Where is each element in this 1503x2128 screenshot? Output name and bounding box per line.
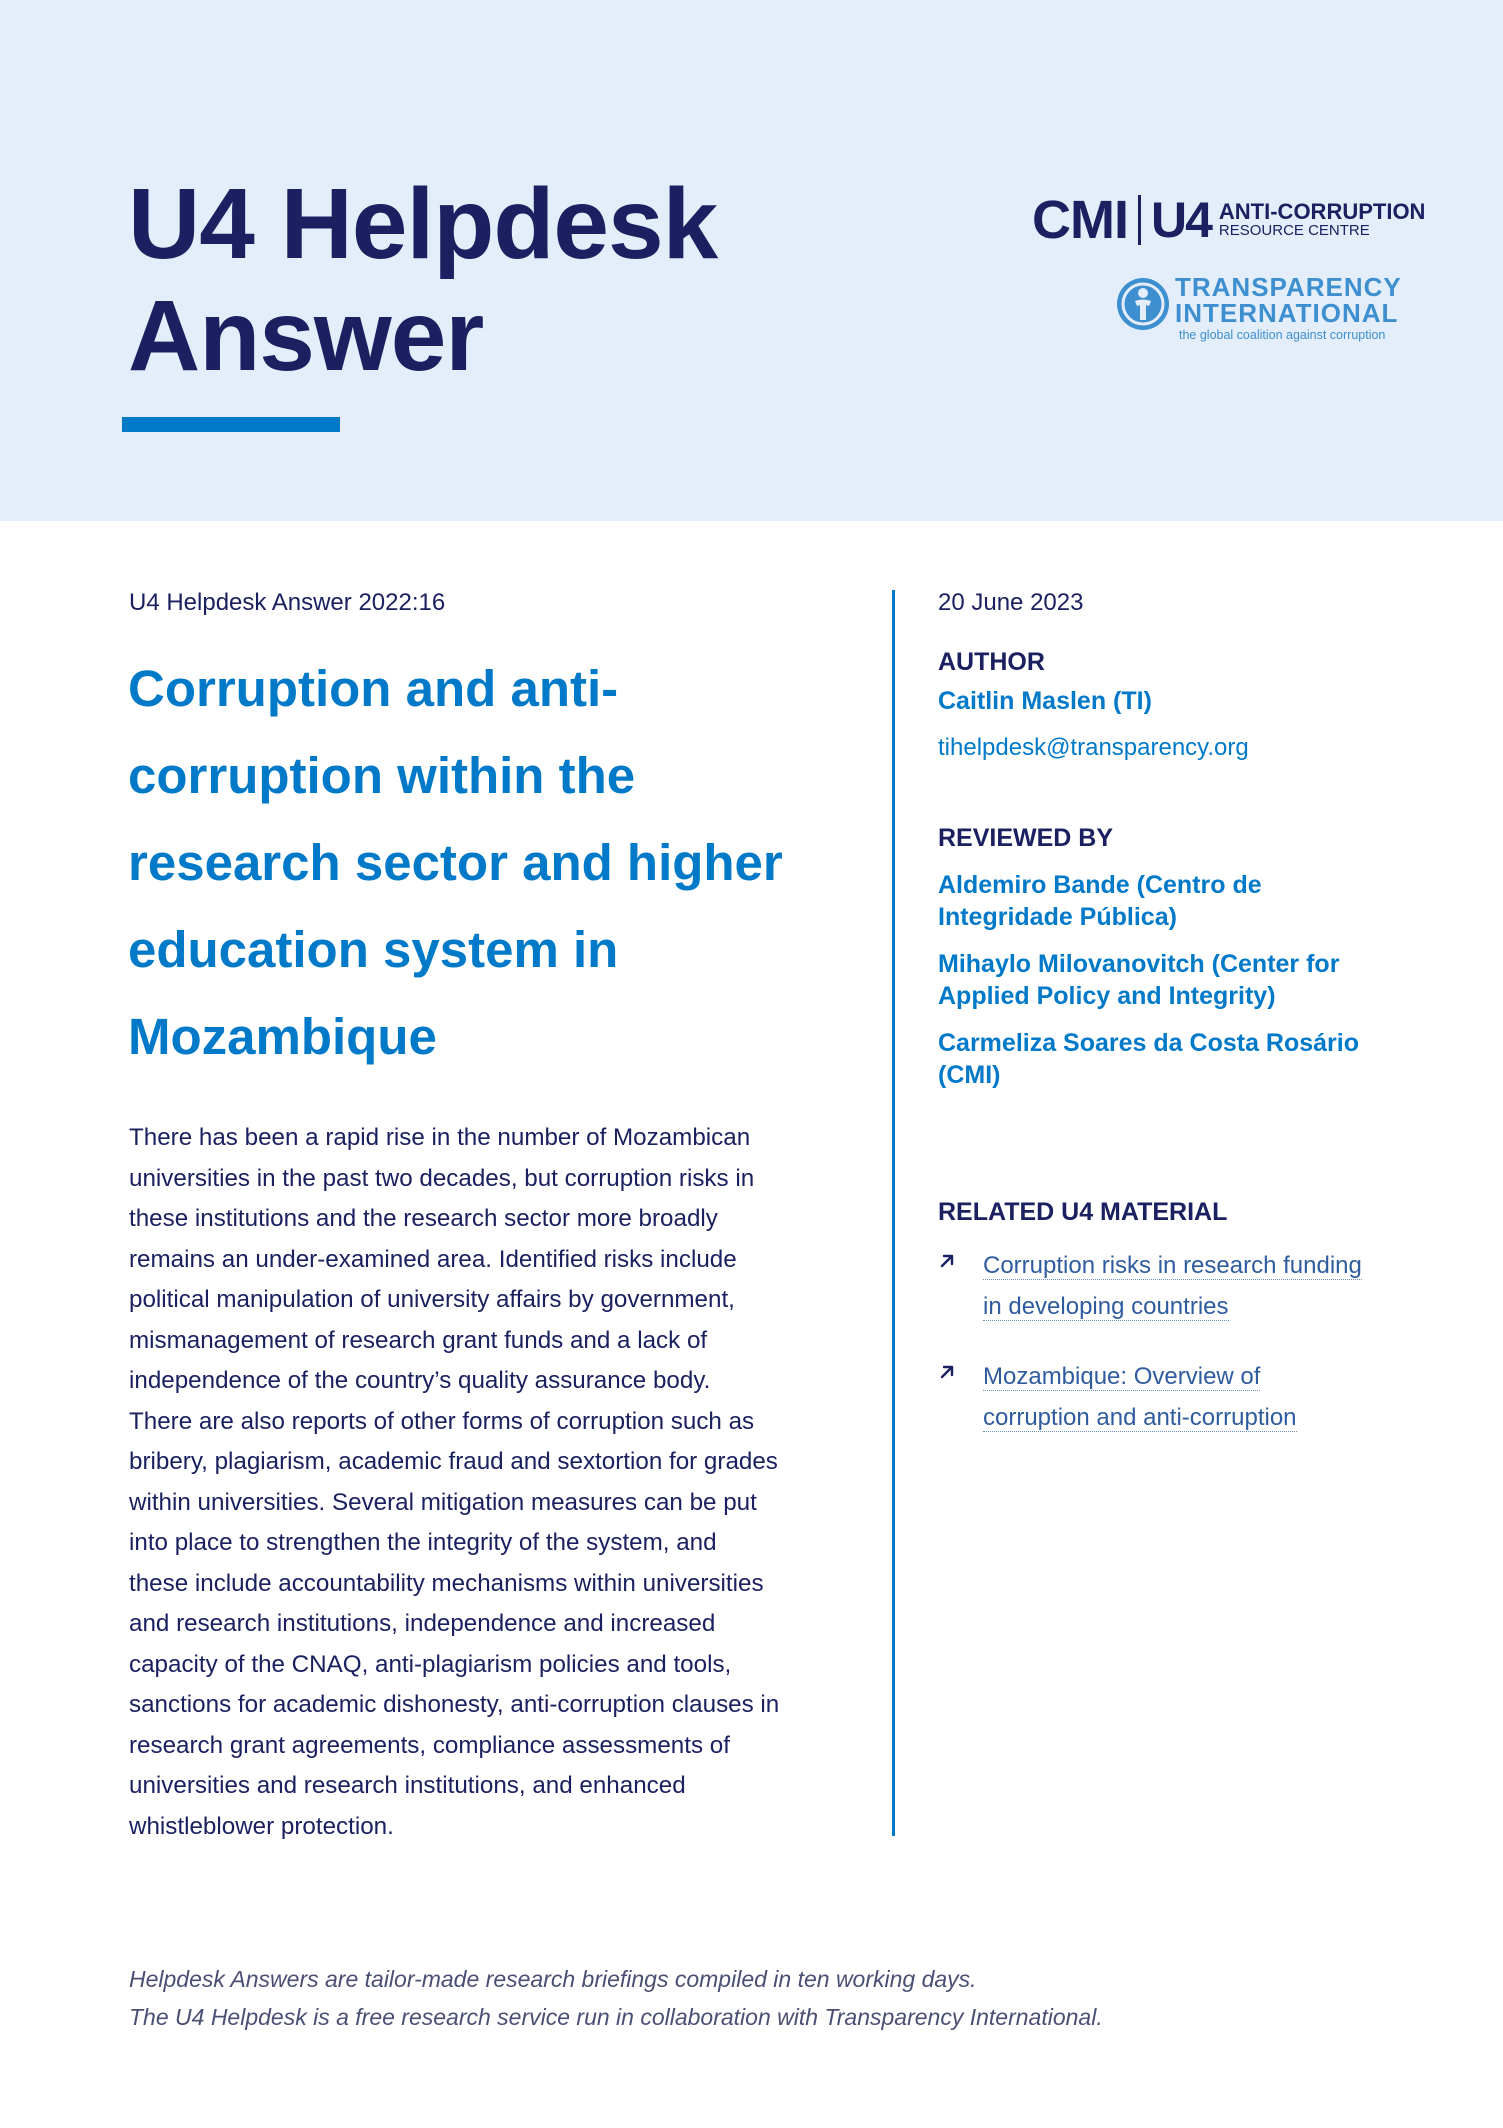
abstract-line: universities in the past two decades, but corruption risks in bbox=[129, 1164, 755, 1192]
author-heading: AUTHOR bbox=[938, 648, 1045, 676]
abstract-line: independence of the country’s quality assurance body. bbox=[129, 1367, 711, 1394]
related-link[interactable] bbox=[983, 1357, 1297, 1438]
ti-globe-icon bbox=[1115, 276, 1171, 332]
abstract-line: capacity of the CNAQ, anti-plagiarism policies and tools, bbox=[129, 1650, 732, 1678]
document-title bbox=[128, 645, 828, 1080]
reviewer-line: Applied Policy and Integrity) bbox=[938, 982, 1276, 1010]
reviewer-entry bbox=[938, 948, 1339, 1012]
document-title-line: Mozambique bbox=[128, 1008, 437, 1065]
abstract-line: mismanagement of research grant funds and a lack of bbox=[129, 1326, 708, 1354]
footer-line-2: The U4 Helpdesk is a free research service run in collaboration with Transparency International. bbox=[129, 2004, 1103, 2030]
abstract-line: and research institutions, independence and increased bbox=[129, 1610, 716, 1637]
external-arrow-icon bbox=[938, 1363, 956, 1381]
abstract-line: whistleblower protection. bbox=[129, 1812, 394, 1840]
document-title-line: Corruption and anti- bbox=[128, 660, 619, 717]
ti-logo-line-2: INTERNATIONAL bbox=[1175, 298, 1399, 328]
reviewer-entry bbox=[938, 869, 1262, 933]
related-material-heading: RELATED U4 MATERIAL bbox=[938, 1198, 1228, 1226]
abstract bbox=[129, 1118, 819, 1847]
column-divider bbox=[892, 590, 895, 1836]
footer-note bbox=[129, 1960, 1103, 2036]
u4-logo-line-1: ANTI-CORRUPTION bbox=[1218, 199, 1426, 224]
logo-separator bbox=[1138, 195, 1141, 245]
reviewer-line: Mihaylo Milovanovitch (Center for bbox=[938, 950, 1340, 978]
related-link-line[interactable] bbox=[983, 1287, 1362, 1328]
transparency-international-logo bbox=[1115, 274, 1401, 346]
title-accent-bar bbox=[122, 417, 340, 432]
u4-logo-subtitle bbox=[1219, 201, 1426, 239]
author-name: Caitlin Maslen (TI) bbox=[938, 687, 1152, 715]
reviewer-entry bbox=[938, 1027, 1359, 1091]
author-email-link[interactable]: tihelpdesk@transparency.org bbox=[938, 734, 1249, 761]
document-title-line: research sector and higher bbox=[128, 834, 783, 891]
footer-line-1: Helpdesk Answers are tailor-made research briefings compiled in ten working days. bbox=[129, 1966, 977, 1992]
document-title-line: corruption within the bbox=[128, 747, 636, 804]
cmi-logo-text: CMI bbox=[1032, 190, 1128, 250]
related-link-text[interactable]: corruption and anti-corruption bbox=[983, 1403, 1297, 1431]
abstract-line: political manipulation of university affairs by government, bbox=[129, 1286, 735, 1313]
cover-header bbox=[0, 0, 1503, 521]
related-link-text[interactable]: in developing countries bbox=[983, 1292, 1229, 1320]
abstract-line: There has been a rapid rise in the number of Mozambican bbox=[129, 1124, 751, 1151]
ti-logo-tagline: the global coalition against corruption bbox=[1179, 328, 1386, 342]
abstract-line: universities and research institutions, and enhanced bbox=[129, 1772, 686, 1799]
reviewed-by-heading: REVIEWED BY bbox=[938, 824, 1114, 852]
related-link-line[interactable] bbox=[983, 1398, 1297, 1439]
u4-logo-line-2: RESOURCE CENTRE bbox=[1218, 222, 1370, 239]
related-link-line[interactable] bbox=[983, 1246, 1362, 1287]
abstract-line: within universities. Several mitigation measures can be put bbox=[129, 1488, 757, 1516]
cover-title bbox=[128, 168, 717, 392]
related-link-line[interactable] bbox=[983, 1357, 1297, 1398]
reviewer-line: Aldemiro Bande (Centro de bbox=[938, 871, 1262, 899]
reviewer-line: (CMI) bbox=[938, 1061, 1001, 1089]
related-link-text[interactable]: Mozambique: Overview of bbox=[983, 1363, 1261, 1390]
abstract-line: research grant agreements, compliance assessments of bbox=[129, 1731, 730, 1759]
u4-logo-text: U4 bbox=[1150, 192, 1211, 248]
abstract-line: remains an under-examined area. Identified risks include bbox=[129, 1245, 737, 1273]
reviewer-line: Integridade Pública) bbox=[938, 903, 1177, 931]
cmi-u4-logo bbox=[1032, 192, 1425, 248]
cover-title-line-1: U4 Helpdesk bbox=[128, 168, 718, 280]
cover-title-line-2: Answer bbox=[128, 280, 484, 392]
abstract-line: these institutions and the research sector more broadly bbox=[129, 1205, 718, 1232]
abstract-line: into place to strengthen the integrity of the system, and bbox=[129, 1529, 717, 1556]
related-link-text[interactable]: Corruption risks in research funding bbox=[983, 1252, 1362, 1279]
abstract-line: sanctions for academic dishonesty, anti-corruption clauses in bbox=[129, 1691, 780, 1718]
series-number: U4 Helpdesk Answer 2022:16 bbox=[129, 589, 446, 616]
abstract-line: bribery, plagiarism, academic fraud and sextortion for grades bbox=[129, 1448, 778, 1475]
document-title-line: education system in bbox=[128, 921, 619, 978]
ti-logo-line-1: TRANSPARENCY bbox=[1175, 272, 1402, 302]
abstract-line: these include accountability mechanisms within universities bbox=[129, 1569, 764, 1597]
ti-logo-name bbox=[1175, 274, 1402, 326]
external-arrow-icon bbox=[938, 1252, 956, 1270]
reviewer-line: Carmeliza Soares da Costa Rosário bbox=[938, 1029, 1359, 1057]
publication-date: 20 June 2023 bbox=[938, 589, 1084, 616]
related-link[interactable] bbox=[983, 1246, 1362, 1327]
abstract-line: There are also reports of other forms of corruption such as bbox=[129, 1407, 755, 1435]
